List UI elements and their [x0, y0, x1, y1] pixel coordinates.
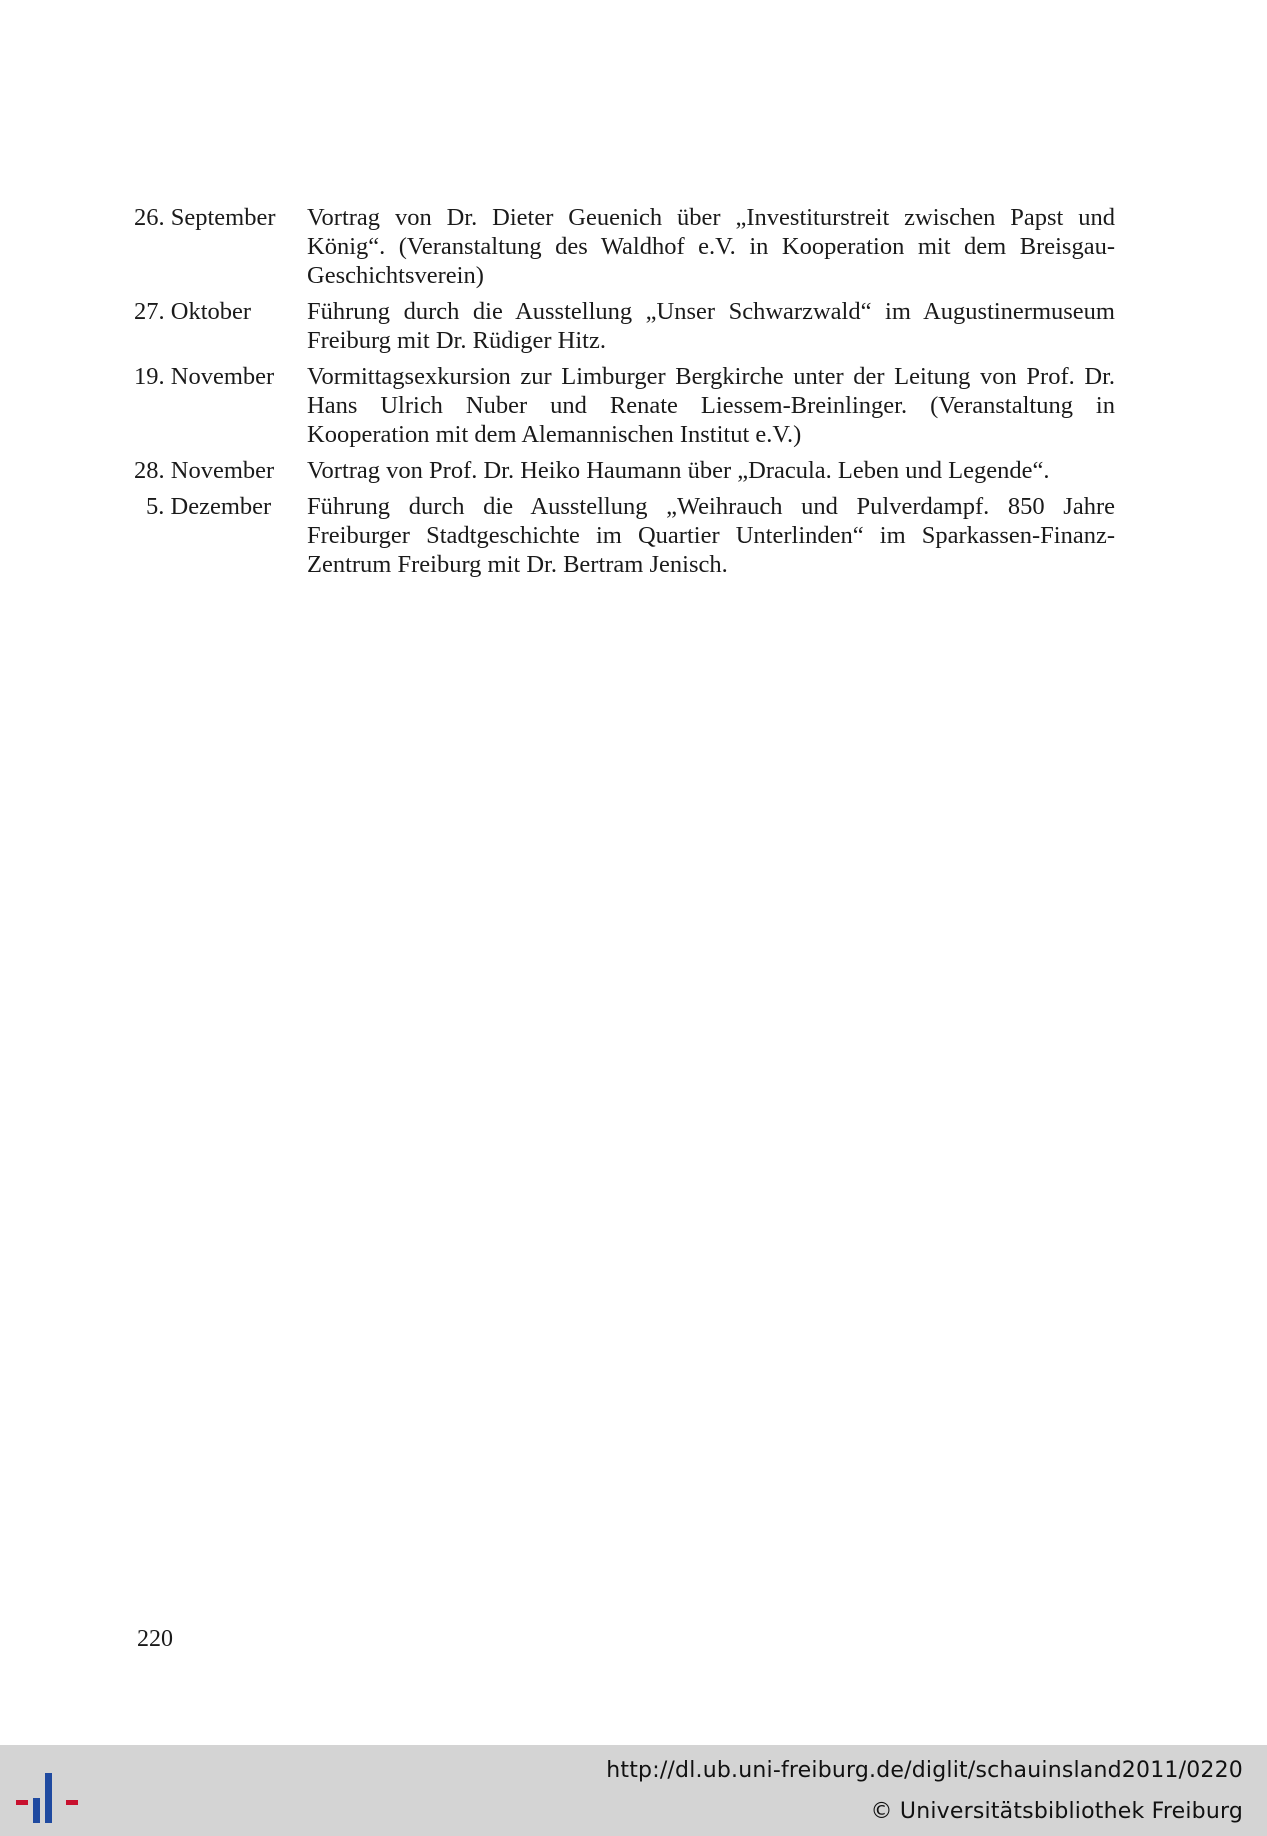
event-description: Führung durch die Ausstellung „Unser Schwarzwald“ im Augustinermuseum Freiburg mit Dr. Rüdiger Hitz. — [307, 298, 1115, 354]
event-date: 26. September — [134, 204, 276, 231]
event-list — [134, 203, 1115, 586]
permalink-link[interactable]: http://dl.ub.uni-freiburg.de/diglit/schauinsland2011/0220 — [606, 1758, 1243, 1783]
event-date: 27. Oktober — [134, 298, 252, 325]
event-entry — [134, 362, 1115, 449]
footer-bar — [0, 1745, 1267, 1836]
event-description: Vortrag von Dr. Dieter Geuenich über „Investiturstreit zwischen Papst und König“. (Veranstaltung des Waldhof e.V. in Kooperation mit dem Breisgau-Geschichtsverein) — [307, 204, 1115, 289]
event-description: Führung durch die Ausstellung „Weihrauch und Pulverdampf. 850 Jahre Freiburger Stadtgeschichte im Quartier Unterlinden“ im Sparkassen-Finanz-Zentrum Freiburg mit Dr. Bertram Jenisch. — [307, 493, 1115, 578]
copyright-text: © Universitätsbibliothek Freiburg — [870, 1799, 1243, 1824]
event-entry — [134, 203, 1115, 290]
event-date: 5. Dezember — [146, 493, 272, 520]
event-entry — [134, 492, 1115, 579]
event-description: Vortrag von Prof. Dr. Heiko Haumann über „Dracula. Leben und Legende“. — [307, 457, 1050, 484]
event-entry — [134, 456, 1115, 485]
event-date: 28. November — [134, 457, 275, 484]
event-entry — [134, 297, 1115, 355]
page-number: 220 — [137, 1626, 173, 1652]
event-description: Vormittagsexkursion zur Limburger Bergkirche unter der Leitung von Prof. Dr. Hans Ulrich Nuber und Renate Liessem-Breinlinger. (Veranstaltung in Kooperation mit dem Alemannischen Institut e.V.) — [307, 363, 1115, 448]
ub-freiburg-logo-icon[interactable] — [14, 1759, 80, 1825]
event-date: 19. November — [134, 363, 275, 390]
